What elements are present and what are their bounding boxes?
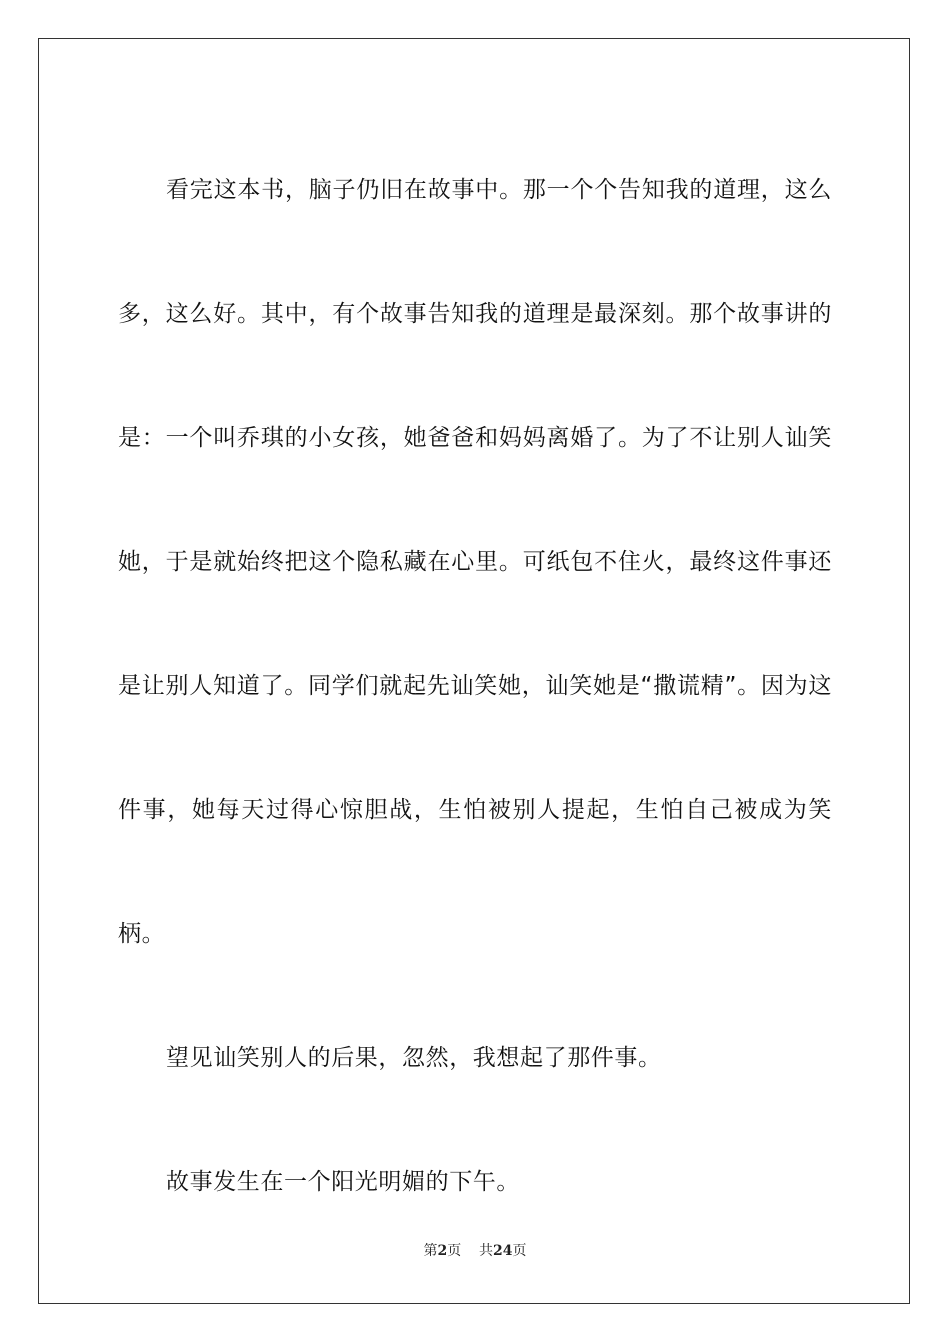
total-suffix: 页 <box>512 1243 527 1259</box>
total-prefix: 共 <box>479 1243 494 1259</box>
paragraph-1: 看完这本书，脑子仍旧在故事中。那一个个告知我的道理，这么多，这么好。其中，有个故事告知我的道理是最深刻。那个故事讲的是：一个叫乔琪的小女孩，她爸爸和妈妈离婚了。为了不让别人讪笑她，于是就始终把这个隐私藏在心里。可纸包不住火，最终这件事还是让别人知道了。同学们就起先讪笑她，讪笑她是“撒谎精”。因为这件事，她每天过得心惊胆战，生怕被别人提起，生怕自己被成为笑柄。 <box>118 177 832 947</box>
paragraph-2: 望见讪笑别人的后果，忽然，我想起了那件事。 <box>166 1045 662 1071</box>
current-page-number: 2 <box>437 1243 448 1259</box>
document-body <box>118 128 832 1244</box>
paragraph-3: 故事发生在一个阳光明媚的下午。 <box>166 1169 520 1195</box>
page-suffix: 页 <box>447 1243 462 1259</box>
page-prefix: 第 <box>423 1243 438 1259</box>
total-pages: 24 <box>493 1243 513 1259</box>
page-footer <box>0 1240 950 1260</box>
